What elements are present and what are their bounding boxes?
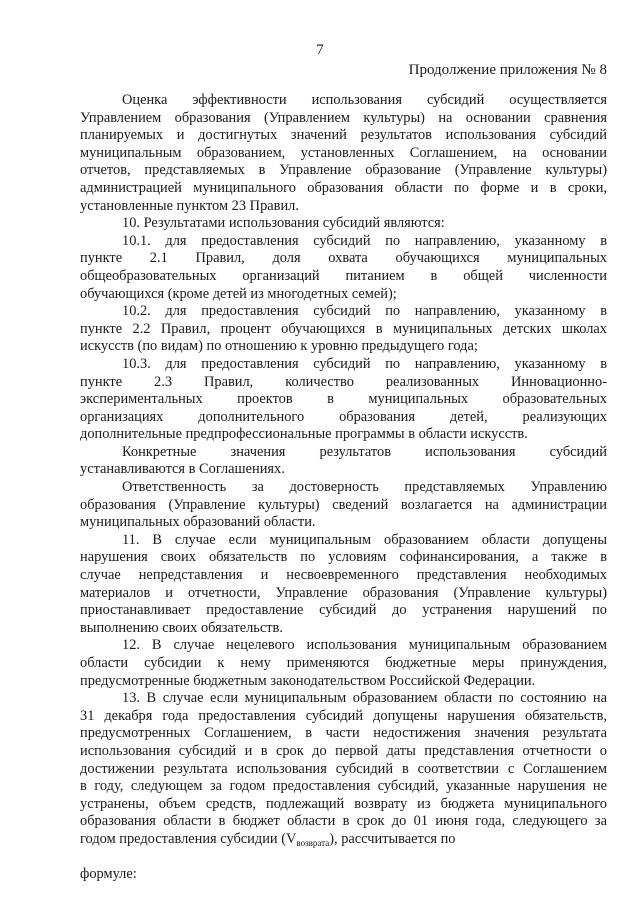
line-text: Конкретные значения результатов использования субсидий	[122, 443, 607, 460]
line-text: общеобразовательных организаций питанием в общей численности	[80, 267, 607, 284]
text-line	[80, 761, 607, 779]
text-line	[80, 286, 607, 304]
line-text: планируемых и достигнутых значений результатов использования субсидий	[80, 127, 607, 144]
text-line	[80, 637, 607, 655]
text-line	[80, 303, 607, 321]
line-text: пункте 2.1 Правил, доля охвата обучающихся муниципальных	[80, 250, 607, 267]
text-line	[80, 567, 607, 585]
text-line	[80, 110, 607, 128]
text-line	[80, 92, 607, 110]
subscript: возврата	[296, 837, 330, 848]
text-line	[80, 585, 607, 603]
line-text: 10.2. для предоставления субсидий по направлению, указанному в	[122, 303, 607, 320]
text-line	[80, 409, 607, 427]
text-line	[80, 180, 607, 198]
line-text: формуле:	[80, 866, 137, 883]
text-line	[80, 620, 607, 638]
text-line	[80, 162, 607, 180]
text-line	[80, 849, 607, 867]
line-text: 13. В случае если муниципальным образованием области по состоянию на	[122, 690, 607, 707]
text-line	[80, 831, 607, 849]
text-line	[80, 391, 607, 409]
line-text: годом предоставления субсидии (V	[80, 830, 297, 847]
line-text: приостанавливает предоставление субсидий до устранения нарушений по	[80, 602, 607, 619]
line-text: достижении результата использования субсидий в соответствии с Соглашением	[80, 760, 607, 777]
text-line	[80, 338, 607, 356]
text-line	[80, 549, 607, 567]
text-line	[80, 461, 607, 479]
line-text: 10.1. для предоставления субсидий по направлению, указанному в	[122, 232, 607, 249]
line-text: материалов и отчетности, Управление образования (Управление культуры)	[80, 584, 607, 601]
line-text: пункте 2.3 Правил, количество реализованных Инновационно-	[80, 373, 607, 390]
text-line	[80, 145, 607, 163]
line-text: искусств (по видам) по отношению к уровню предыдущего года;	[80, 338, 478, 355]
text-line	[80, 127, 607, 145]
line-text: организациях дополнительного образования детей, реализующих	[80, 408, 607, 425]
line-text: отчетов, представляемых в Управление образование (Управление культуры)	[80, 162, 607, 179]
line-text: пункте 2.2 Правил, процент обучающихся в муниципальных детских школах	[80, 320, 607, 337]
text-line	[80, 778, 607, 796]
text-line	[80, 866, 607, 884]
text-line	[80, 497, 607, 515]
text-line	[80, 215, 607, 233]
text-line	[80, 602, 607, 620]
text-line	[80, 233, 607, 251]
text-line	[80, 743, 607, 761]
text-line	[80, 655, 607, 673]
page-number: 7	[316, 42, 324, 58]
line-text-after: ), рассчитывается по	[329, 830, 456, 847]
appendix-continuation: Продолжение приложения № 8	[408, 62, 607, 78]
text-line	[80, 426, 607, 444]
line-text: обучающихся (кроме детей из многодетных семей);	[80, 285, 397, 302]
line-text: установленные пунктом 23 Правил.	[80, 197, 299, 214]
line-text: администрацией муниципального образования области по форме и в сроки,	[80, 179, 607, 196]
line-text: образования (Управление культуры) сведений возлагается на администрации	[80, 496, 607, 513]
text-line	[80, 479, 607, 497]
text-line	[80, 321, 607, 339]
text-line	[80, 673, 607, 691]
text-line	[80, 268, 607, 286]
line-text: дополнительные предпрофессиональные программы в области искусств.	[80, 426, 528, 443]
text-line	[80, 725, 607, 743]
text-line	[80, 356, 607, 374]
line-text: случае непредставления и несвоевременного представления необходимых	[80, 567, 607, 584]
line-text: в году, следующем за годом предоставления субсидий, указанные нарушения не	[80, 778, 607, 795]
line-text: Управлением образования (Управлением культуры) на основании сравнения	[80, 109, 607, 126]
line-text: устанавливаются в Соглашениях.	[80, 461, 285, 478]
text-line	[80, 813, 607, 831]
line-text: 11. В случае если муниципальным образованием области допущены	[122, 531, 607, 548]
line-text: предусмотренные бюджетным законодательством Российской Федерации.	[80, 672, 536, 689]
text-line	[80, 690, 607, 708]
line-text: 10.3. для предоставления субсидий по направлению, указанному в	[122, 355, 607, 372]
text-line	[80, 374, 607, 392]
line-text: области субсидии к нему применяются бюджетные меры принуждения,	[80, 655, 607, 671]
text-line	[80, 250, 607, 268]
line-text: образования области в бюджет области в срок до 01 июня года, следующего за	[80, 813, 607, 830]
line-text: использования субсидий и в срок до первой даты представления отчетности о	[80, 742, 607, 759]
document-body	[80, 92, 607, 884]
text-line	[80, 532, 607, 550]
text-line	[80, 444, 607, 462]
text-line	[80, 796, 607, 814]
text-line	[80, 708, 607, 726]
line-text: устранены, объем средств, подлежащий возврату из бюджета муниципального	[80, 795, 607, 812]
line-text: 31 декабря года предоставления субсидий допущены нарушения обязательств,	[80, 707, 607, 724]
line-text: выполнению своих обязательств.	[80, 619, 283, 636]
line-text: нарушения своих обязательств по условиям софинансирования, а также в	[80, 549, 607, 566]
line-text: предусмотренных Соглашением, в части недостижения значения результата	[80, 725, 607, 742]
line-text: 12. В случае нецелевого использования муниципальным образованием	[122, 637, 607, 654]
line-text: муниципальным образованием, установленных Соглашением, на основании	[80, 144, 607, 161]
line-text: Оценка эффективности использования субсидий осуществляется	[122, 92, 607, 108]
line-text: муниципальных образований области.	[80, 514, 316, 531]
line-text: экспериментальных проектов в муниципальных образовательных	[80, 391, 607, 408]
text-line	[80, 514, 607, 532]
text-line	[80, 198, 607, 216]
line-text: 10. Результатами использования субсидий являются:	[122, 215, 445, 232]
line-text: Ответственность за достоверность представляемых Управлению	[122, 479, 607, 496]
